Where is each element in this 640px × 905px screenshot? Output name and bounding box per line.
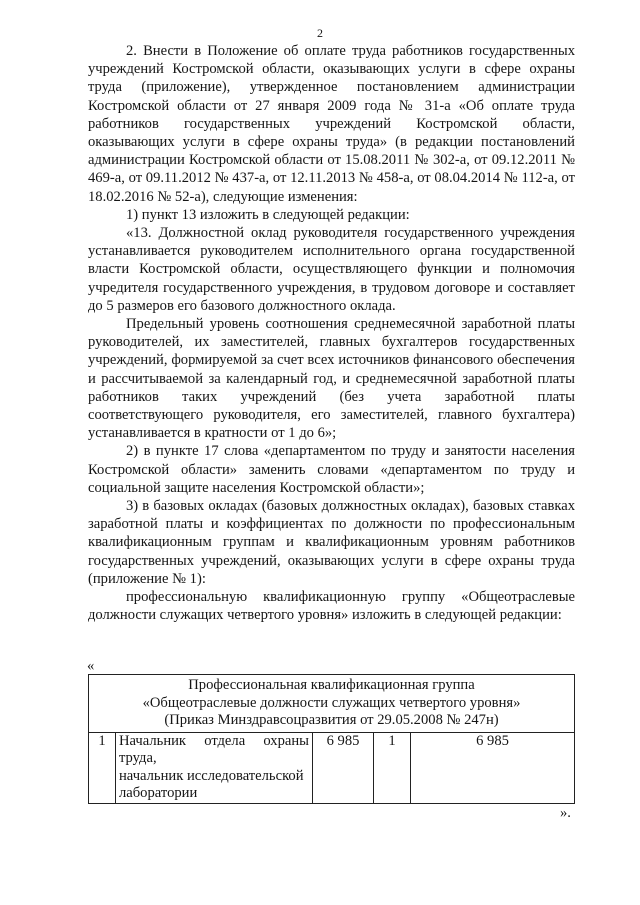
header-line: (Приказ Минздравсоцразвития от 29.05.2008 № 247н) — [164, 712, 499, 728]
title-line: лаборатории — [119, 785, 198, 801]
title-line: начальник исследовательской — [119, 767, 304, 784]
body-text — [88, 42, 575, 625]
paragraph-point-2: 2) в пункте 17 слова «департаментом по труду и занятости населения Костромской области» заменить словами «департаментом по труду и социальной защите населения Костромской области»; — [88, 443, 575, 496]
paragraph-point-1: 1) пункт 13 изложить в следующей редакции: — [126, 206, 410, 223]
row-position-title — [116, 732, 313, 803]
row-number: 1 — [89, 732, 116, 803]
paragraph-salary-ratio: Предельный уровень соотношения среднемесячной заработной платы руководителей, их заместителей, главных бухгалтеров государственных учреждений, формируемой за счет всех источников финансового обеспечения и рассчитываемой за календарный год, и среднемесячной заработной платы работников таких учреждений (без учета заработной платы соответствующего руководителя, его заместителей, главного бухгалтера) устанавливается в кратности от 1 до 6»; — [88, 316, 575, 442]
paragraph-group-intro: профессиональную квалификационную группу «Общеотраслевые должности служащих четвертого уровня» изложить в следующей редакции: — [88, 589, 575, 624]
page-number: 2 — [317, 26, 323, 40]
title-line: Начальник отдела охраны — [119, 732, 309, 749]
row-coefficient: 1 — [374, 732, 411, 803]
table-header-row — [89, 675, 575, 733]
paragraph-item-2: 2. Внести в Положение об оплате труда работников государственных учреждений Костромской области, оказывающих услуги в сфере охраны труда (приложение), утвержденное постановлением администрации Костромской области от 27 января 2009 года № 31-а «Об оплате труда работников государственных учреждений Костромской области, оказывающих услуги в сфере охраны труда» (в редакции постановлений администрации Костромской области от 15.08.2011 № 302-а, от 09.12.2011 № 469-а, от 09.11.2012 № 437-а, от 12.11.2013 № 458-а, от 08.04.2014 № 112-а, от 18.02.2016 № 52-а), следующие изменения: — [88, 43, 575, 205]
table-row — [89, 732, 575, 803]
paragraph-point-13: «13. Должностной оклад руководителя государственного учреждения устанавливается руководителем исполнительного органа государственной власти Костромской области, осуществляющего функции и полномочия учредителя государственного учреждения, в трудовом договоре и составляет до 5 размеров его базового должностного оклада. — [88, 225, 575, 314]
row-base-salary: 6 985 — [313, 732, 374, 803]
header-line: Профессиональная квалификационная группа — [188, 677, 475, 693]
paragraph-point-3: 3) в базовых окладах (базовых должностных окладах), базовых ставках заработной платы и коэффициентах по должности по профессиональным квалификационным группам и квалификационным уровням работников государственных учреждений, оказывающих услуги в сфере охраны труда (приложение № 1): — [88, 498, 575, 587]
title-line: труда, — [119, 750, 157, 766]
row-salary: 6 985 — [411, 732, 575, 803]
header-line: «Общеотраслевые должности служащих четвертого уровня» — [142, 694, 521, 711]
table-header-cell — [89, 675, 575, 733]
qualification-table — [88, 674, 575, 804]
quote-open: « — [87, 658, 95, 674]
quote-close: ». — [560, 805, 571, 821]
